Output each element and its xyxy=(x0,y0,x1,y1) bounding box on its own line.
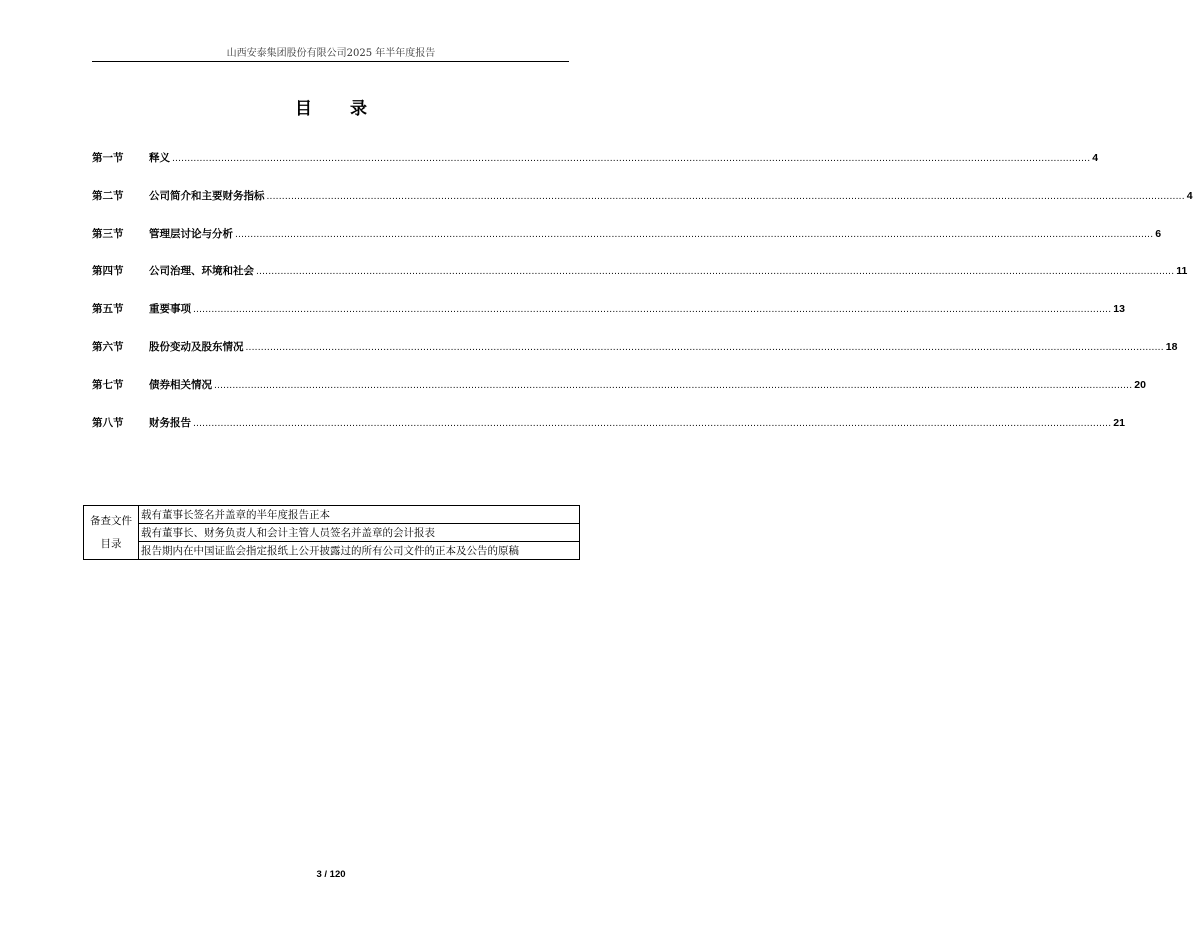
reference-document-item: 报告期内在中国证监会指定报纸上公开披露过的所有公司文件的正本及公告的原稿 xyxy=(139,542,580,560)
page-header-title: 山西安泰集团股份有限公司2025 年半年度报告 xyxy=(226,48,436,59)
toc-page-number: 6 xyxy=(1155,227,1162,240)
toc-section-name: 财务报告 xyxy=(149,416,191,429)
toc-section-name: 释义 xyxy=(149,152,170,164)
toc-leader-dots: ............................................................................................................................................................................................................................................................................................................ xyxy=(214,380,1133,391)
toc-section-name: 债券相关情况 xyxy=(149,378,212,391)
reference-label-line: 目录 xyxy=(100,537,122,550)
toc-entry-1[interactable] xyxy=(92,150,1099,168)
toc-leader-dots: ............................................................................................................................................................................................................................................................................................................ xyxy=(256,267,1175,278)
toc-page-number: 4 xyxy=(1186,189,1193,202)
toc-page-number: 4 xyxy=(1092,152,1099,164)
reference-label-line: 备查文件 xyxy=(90,514,132,527)
toc-entry-2[interactable] xyxy=(92,188,1193,206)
toc-section-number: 第一节 xyxy=(92,152,124,164)
page-number: 3 / 120 xyxy=(316,869,346,880)
toc-page-number: 13 xyxy=(1113,303,1125,316)
toc-entry-6[interactable] xyxy=(92,339,1178,357)
toc-section-number: 第二节 xyxy=(92,189,124,202)
toc-leader-dots: ............................................................................................................................................................................................................................................................................................................ xyxy=(266,191,1185,202)
toc-section-name: 公司简介和主要财务指标 xyxy=(149,189,265,202)
toc-section-number: 第七节 xyxy=(92,378,124,391)
toc-page-number: 11 xyxy=(1176,265,1188,278)
table-row xyxy=(84,506,580,524)
toc-section-name: 公司治理、环境和社会 xyxy=(149,265,254,278)
table-row xyxy=(84,524,580,542)
toc-page-number: 21 xyxy=(1113,416,1125,429)
toc-leader-dots: ............................................................................................................................................................................................................................................................................................................ xyxy=(245,342,1164,353)
reference-documents-label xyxy=(84,506,139,560)
toc-entry-4[interactable] xyxy=(92,263,1188,281)
toc-leader-dots: ............................................................................................................................................................................................................................................................................................................ xyxy=(193,418,1112,429)
table-row xyxy=(84,542,580,560)
toc-entry-5[interactable] xyxy=(92,301,1125,319)
toc-page-number: 20 xyxy=(1134,378,1146,391)
toc-leader-dots: ............................................................................................................................................................................................................................................................................................................ xyxy=(235,229,1154,240)
toc-entry-3[interactable] xyxy=(92,226,1162,244)
toc-section-number: 第三节 xyxy=(92,227,124,240)
toc-leader-dots: ............................................................................................................................................................................................................................................................................................................ xyxy=(193,305,1112,316)
toc-section-number: 第五节 xyxy=(92,303,124,316)
toc-entry-8[interactable] xyxy=(92,415,1125,433)
header-divider xyxy=(92,61,569,62)
toc-leader-dots: ............................................................................................................................................................................................................................................................................................................ xyxy=(172,154,1091,164)
reference-document-item: 载有董事长、财务负责人和会计主管人员签名并盖章的会计报表 xyxy=(139,524,580,542)
toc-section-name: 重要事项 xyxy=(149,303,191,316)
toc-page-number: 18 xyxy=(1165,340,1178,353)
reference-documents-table xyxy=(83,505,580,560)
table-of-contents xyxy=(92,150,1193,452)
toc-section-number: 第四节 xyxy=(92,265,124,278)
reference-document-item: 载有董事长签名并盖章的半年度报告正本 xyxy=(139,506,580,524)
toc-title: 目 录 xyxy=(295,99,383,119)
toc-section-name: 股份变动及股东情况 xyxy=(149,340,244,353)
toc-section-name: 管理层讨论与分析 xyxy=(149,227,233,240)
toc-entry-7[interactable] xyxy=(92,377,1146,395)
toc-section-number: 第八节 xyxy=(92,416,124,429)
toc-section-number: 第六节 xyxy=(92,340,124,353)
